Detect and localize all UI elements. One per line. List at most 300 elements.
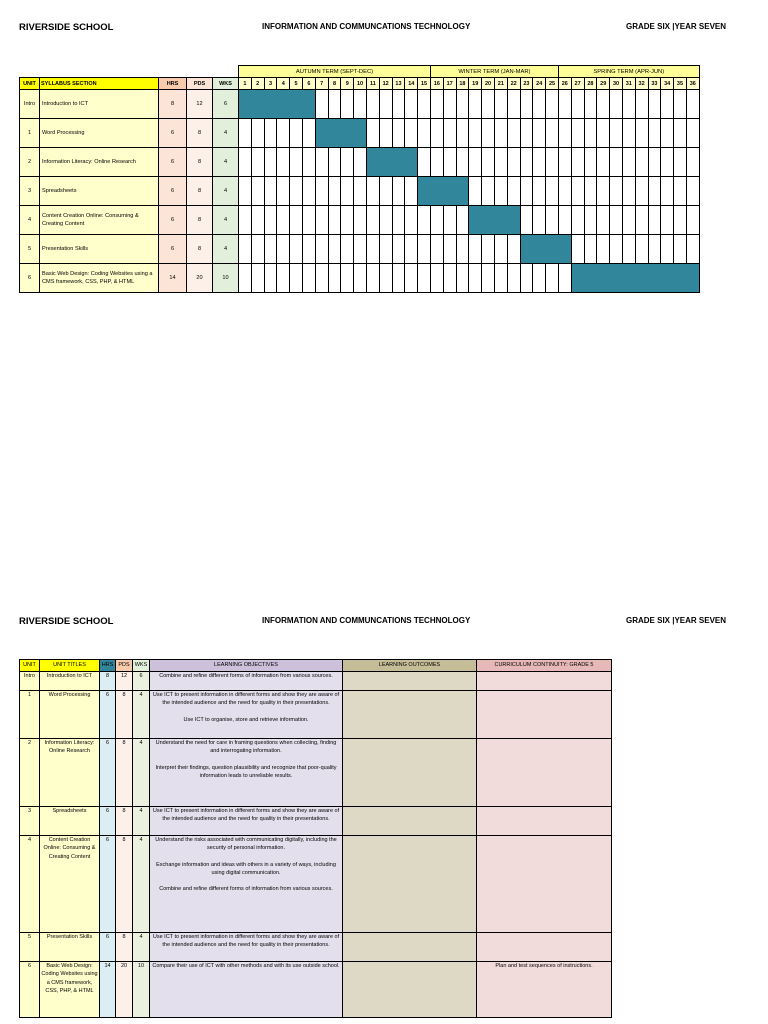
week-cell: [558, 119, 571, 148]
week-cell: [584, 177, 597, 206]
week-number: 8: [328, 78, 341, 90]
week-cell: [418, 90, 431, 119]
week-cell: [494, 119, 507, 148]
learning-objective: Use ICT to present information in different forms and show they are aware of the intended audience and the need for quality in their presentations.: [152, 692, 340, 707]
unit-cell: 6: [20, 962, 40, 1018]
week-number: 24: [533, 78, 546, 90]
week-cell: [482, 264, 495, 293]
pds-cell: 8: [116, 807, 133, 836]
week-cell: [674, 90, 687, 119]
week-cell: [392, 119, 405, 148]
learning-objectives-cell: [150, 807, 343, 836]
week-cell: [674, 119, 687, 148]
week-cell: [341, 264, 354, 293]
week-cell: [251, 264, 264, 293]
week-cell: [520, 177, 533, 206]
week-cell: [251, 177, 264, 206]
week-number: 5: [290, 78, 303, 90]
week-number: 2: [251, 78, 264, 90]
week-cell: [366, 264, 379, 293]
learning-outcomes-cell: [343, 739, 477, 807]
wks-cell: 4: [213, 177, 239, 206]
section-cell: Introduction to ICT: [40, 90, 159, 119]
col-pds: PDS: [116, 660, 133, 672]
week-number: 28: [584, 78, 597, 90]
unit-title-cell: Introduction to ICT: [40, 672, 100, 691]
week-cell: [648, 148, 661, 177]
week-cell: [546, 148, 559, 177]
hrs-cell: 14: [159, 264, 187, 293]
week-cell: [571, 177, 584, 206]
week-cell: [264, 264, 277, 293]
week-cell: [507, 177, 520, 206]
col-unit-titles: UNIT TITLES: [40, 660, 100, 672]
week-cell: [405, 119, 418, 148]
section-cell: Information Literacy: Online Research: [40, 148, 159, 177]
col-unit: UNIT: [20, 78, 40, 90]
week-cell: [610, 177, 623, 206]
wks-cell: 10: [133, 962, 150, 1018]
pds-cell: 8: [187, 119, 213, 148]
week-cell: [392, 177, 405, 206]
learning-objectives-cell: [150, 691, 343, 739]
week-cell: [430, 90, 443, 119]
week-cell: [674, 206, 687, 235]
objective-row: [20, 807, 612, 836]
objective-row: [20, 933, 612, 962]
unit-title-cell: Basic Web Design: Coding Websites using a CMS framework, CSS, PHP, & HTML: [40, 962, 100, 1018]
wks-cell: 4: [213, 235, 239, 264]
hrs-cell: 6: [159, 177, 187, 206]
week-cell: [302, 235, 315, 264]
learning-objective: Use ICT to present information in different forms and show they are aware of the intended audience and the need for quality in their presentations.: [152, 934, 340, 949]
week-number: 13: [392, 78, 405, 90]
week-cell: [507, 90, 520, 119]
col-hrs: HRS: [159, 78, 187, 90]
week-cell: [597, 206, 610, 235]
week-cell: [366, 90, 379, 119]
hrs-cell: 8: [100, 672, 116, 691]
week-cell: [494, 235, 507, 264]
objective-row: [20, 836, 612, 933]
week-cell: [661, 90, 674, 119]
week-cell: [635, 148, 648, 177]
week-cell: [494, 90, 507, 119]
learning-outcomes-cell: [343, 807, 477, 836]
week-cell: [405, 264, 418, 293]
week-cell: [328, 206, 341, 235]
week-cell: [546, 119, 559, 148]
unit-cell: 4: [20, 206, 40, 235]
unit-cell: 2: [20, 148, 40, 177]
week-number: 34: [661, 78, 674, 90]
week-cell: [661, 206, 674, 235]
week-cell: [418, 264, 431, 293]
pds-cell: 12: [187, 90, 213, 119]
week-cell: [686, 90, 699, 119]
week-cell: [277, 264, 290, 293]
curriculum-continuity-cell: [477, 672, 612, 691]
week-cell: [239, 206, 252, 235]
grade-label-page2: GRADE SIX |YEAR SEVEN: [626, 616, 727, 625]
week-cell: [661, 119, 674, 148]
week-cell: [686, 119, 699, 148]
week-cell: [302, 119, 315, 148]
unit-title-cell: Information Literacy: Online Research: [40, 739, 100, 807]
pds-cell: 8: [116, 836, 133, 933]
gantt-row: [20, 206, 700, 235]
week-cell: [264, 235, 277, 264]
week-cell: [469, 177, 482, 206]
week-cell: [597, 119, 610, 148]
week-cell: [520, 148, 533, 177]
week-number: 16: [430, 78, 443, 90]
week-cell: [571, 206, 584, 235]
week-cell: [277, 119, 290, 148]
week-cell: [494, 148, 507, 177]
learning-objectives-cell: [150, 739, 343, 807]
week-cell: [315, 264, 328, 293]
learning-objective: Use ICT to organise, store and retrieve information.: [183, 716, 309, 723]
gantt-bar: [239, 90, 316, 119]
week-cell: [379, 119, 392, 148]
week-cell: [635, 235, 648, 264]
week-cell: [648, 177, 661, 206]
week-cell: [290, 177, 303, 206]
term-header: SPRING TERM (APR-JUN): [558, 66, 699, 78]
week-cell: [392, 235, 405, 264]
week-cell: [354, 148, 367, 177]
learning-objective: Use ICT to present information in different forms and show they are aware of the intended audience and the need for quality in their presentations.: [152, 808, 340, 823]
week-cell: [264, 177, 277, 206]
week-cell: [443, 206, 456, 235]
wks-cell: 4: [213, 148, 239, 177]
week-cell: [558, 90, 571, 119]
learning-objective: Combine and refine different forms of information from various sources.: [159, 886, 333, 893]
col-wks: WKS: [213, 78, 239, 90]
hrs-cell: 6: [159, 148, 187, 177]
week-cell: [584, 119, 597, 148]
week-cell: [418, 235, 431, 264]
school-name: RIVERSIDE SCHOOL: [19, 22, 114, 33]
learning-objectives-cell: [150, 933, 343, 962]
week-cell: [648, 206, 661, 235]
week-cell: [264, 148, 277, 177]
unit-cell: 2: [20, 739, 40, 807]
week-cell: [456, 90, 469, 119]
hrs-cell: 6: [100, 807, 116, 836]
week-cell: [648, 90, 661, 119]
pds-cell: 8: [116, 739, 133, 807]
week-cell: [354, 264, 367, 293]
week-number: 17: [443, 78, 456, 90]
wks-cell: 4: [133, 691, 150, 739]
week-cell: [648, 119, 661, 148]
week-cell: [277, 235, 290, 264]
week-number: 32: [635, 78, 648, 90]
pds-cell: 20: [187, 264, 213, 293]
week-cell: [482, 148, 495, 177]
unit-cell: 3: [20, 177, 40, 206]
hrs-cell: 6: [159, 206, 187, 235]
learning-outcomes-cell: [343, 836, 477, 933]
week-number: 4: [277, 78, 290, 90]
week-number: 9: [341, 78, 354, 90]
week-cell: [597, 235, 610, 264]
curriculum-continuity-cell: [477, 836, 612, 933]
week-number: 25: [546, 78, 559, 90]
week-cell: [456, 148, 469, 177]
week-number: 27: [571, 78, 584, 90]
learning-objective: Understand the need for care in framing questions when collecting, finding and interrogating information.: [155, 740, 337, 755]
week-cell: [443, 90, 456, 119]
week-cell: [430, 235, 443, 264]
wks-cell: 4: [133, 807, 150, 836]
learning-objective: Compare their use of ICT with other methods and with its use outside school.: [152, 963, 340, 969]
week-cell: [341, 148, 354, 177]
week-cell: [610, 119, 623, 148]
week-cell: [341, 206, 354, 235]
unit-cell: 4: [20, 836, 40, 933]
week-cell: [239, 119, 252, 148]
week-cell: [328, 90, 341, 119]
week-cell: [686, 148, 699, 177]
week-cell: [533, 119, 546, 148]
wks-cell: 6: [133, 672, 150, 691]
hrs-cell: 6: [159, 119, 187, 148]
week-number: 18: [456, 78, 469, 90]
week-cell: [520, 264, 533, 293]
week-cell: [494, 264, 507, 293]
week-cell: [622, 148, 635, 177]
gantt-row: [20, 235, 700, 264]
week-number: 23: [520, 78, 533, 90]
week-cell: [315, 177, 328, 206]
week-cell: [239, 177, 252, 206]
week-cell: [494, 177, 507, 206]
unit-title-cell: Word Processing: [40, 691, 100, 739]
section-cell: Content Creation Online: Consuming & Creating Content: [40, 206, 159, 235]
week-cell: [341, 177, 354, 206]
week-cell: [520, 119, 533, 148]
week-cell: [302, 206, 315, 235]
hrs-cell: 6: [100, 933, 116, 962]
week-cell: [546, 90, 559, 119]
unit-cell: Intro: [20, 672, 40, 691]
learning-objectives-cell: [150, 836, 343, 933]
week-cell: [443, 148, 456, 177]
week-cell: [584, 235, 597, 264]
term-header: WINTER TERM (JAN-MAR): [430, 66, 558, 78]
week-cell: [507, 264, 520, 293]
week-cell: [430, 148, 443, 177]
week-cell: [610, 206, 623, 235]
week-cell: [571, 148, 584, 177]
week-cell: [469, 90, 482, 119]
wks-cell: 6: [213, 90, 239, 119]
col-syllabus-section: SYLLABUS SECTION: [40, 78, 159, 90]
learning-outcomes-cell: [343, 933, 477, 962]
hrs-cell: 6: [159, 235, 187, 264]
week-cell: [379, 177, 392, 206]
learning-objective: Exchange information and ideas with others in a variety of ways, including using digital communication.: [156, 861, 336, 876]
week-cell: [507, 148, 520, 177]
hrs-cell: 8: [159, 90, 187, 119]
hrs-cell: 6: [100, 691, 116, 739]
week-cell: [277, 148, 290, 177]
week-cell: [418, 206, 431, 235]
gantt-row: [20, 90, 700, 119]
week-cell: [302, 177, 315, 206]
week-cell: [405, 206, 418, 235]
week-cell: [290, 119, 303, 148]
week-cell: [379, 264, 392, 293]
unit-cell: 3: [20, 807, 40, 836]
week-number: 21: [494, 78, 507, 90]
week-cell: [571, 119, 584, 148]
week-cell: [328, 177, 341, 206]
week-cell: [290, 206, 303, 235]
week-cell: [251, 148, 264, 177]
unit-cell: 6: [20, 264, 40, 293]
week-cell: [302, 264, 315, 293]
week-cell: [507, 235, 520, 264]
week-cell: [251, 206, 264, 235]
week-cell: [610, 148, 623, 177]
subject-title-page2: INFORMATION AND COMMUNCATIONS TECHNOLOGY: [262, 616, 471, 625]
col-unit: UNIT: [20, 660, 40, 672]
week-number: 29: [597, 78, 610, 90]
week-cell: [354, 235, 367, 264]
week-number: 33: [648, 78, 661, 90]
learning-outcomes-cell: [343, 962, 477, 1018]
col-learning-objectives: LEARNING OBJECTIVES: [150, 660, 343, 672]
week-number: 19: [469, 78, 482, 90]
week-cell: [430, 119, 443, 148]
week-cell: [482, 90, 495, 119]
week-number: 30: [610, 78, 623, 90]
hrs-cell: 6: [100, 836, 116, 933]
learning-outcomes-cell: [343, 691, 477, 739]
week-cell: [686, 206, 699, 235]
week-cell: [661, 177, 674, 206]
objective-row: [20, 962, 612, 1018]
week-cell: [686, 235, 699, 264]
week-cell: [674, 148, 687, 177]
learning-objective: Understand the risks associated with communicating digitally, including the security of personal information.: [155, 837, 337, 852]
week-cell: [469, 264, 482, 293]
week-cell: [443, 264, 456, 293]
learning-objective: Interpret their findings, question plausibility and recognize that poor-quality information leads to unreliable results.: [155, 764, 337, 779]
week-cell: [648, 235, 661, 264]
wks-cell: 4: [133, 739, 150, 807]
learning-objectives-table: [19, 659, 612, 1018]
gantt-row: [20, 148, 700, 177]
curriculum-continuity-cell: [477, 691, 612, 739]
week-number: 6: [302, 78, 315, 90]
gantt-bar: [315, 119, 366, 148]
section-cell: Presentation Skills: [40, 235, 159, 264]
week-cell: [239, 235, 252, 264]
week-cell: [469, 235, 482, 264]
week-cell: [635, 177, 648, 206]
week-cell: [302, 148, 315, 177]
week-cell: [533, 264, 546, 293]
week-cell: [264, 206, 277, 235]
pds-cell: 8: [187, 148, 213, 177]
week-cell: [686, 177, 699, 206]
week-cell: [379, 206, 392, 235]
subject-title: INFORMATION AND COMMUNCATIONS TECHNOLOGY: [262, 22, 471, 31]
week-cell: [315, 235, 328, 264]
week-cell: [366, 177, 379, 206]
week-cell: [341, 235, 354, 264]
week-cell: [290, 235, 303, 264]
week-cell: [635, 206, 648, 235]
week-cell: [251, 235, 264, 264]
week-cell: [507, 119, 520, 148]
hrs-cell: 14: [100, 962, 116, 1018]
week-cell: [622, 206, 635, 235]
objective-row: [20, 672, 612, 691]
section-cell: Spreadsheets: [40, 177, 159, 206]
week-cell: [558, 206, 571, 235]
week-cell: [610, 235, 623, 264]
learning-outcomes-cell: [343, 672, 477, 691]
week-cell: [379, 90, 392, 119]
week-number: 36: [686, 78, 699, 90]
week-cell: [354, 177, 367, 206]
week-cell: [584, 148, 597, 177]
week-cell: [456, 206, 469, 235]
week-cell: [443, 235, 456, 264]
week-cell: [558, 264, 571, 293]
hrs-cell: 6: [100, 739, 116, 807]
week-cell: [558, 177, 571, 206]
week-number: 1: [239, 78, 252, 90]
week-cell: [597, 177, 610, 206]
week-cell: [456, 235, 469, 264]
curriculum-continuity-cell: [477, 933, 612, 962]
scheme-of-work-gantt: [19, 65, 700, 293]
week-cell: [546, 206, 559, 235]
gantt-row: [20, 264, 700, 293]
week-cell: [405, 235, 418, 264]
week-number: 12: [379, 78, 392, 90]
week-cell: [392, 90, 405, 119]
week-cell: [405, 90, 418, 119]
week-cell: [482, 177, 495, 206]
wks-cell: 4: [133, 933, 150, 962]
unit-cell: Intro: [20, 90, 40, 119]
objective-row: [20, 691, 612, 739]
week-cell: [456, 119, 469, 148]
week-cell: [635, 90, 648, 119]
unit-cell: 5: [20, 235, 40, 264]
week-cell: [315, 206, 328, 235]
week-cell: [392, 264, 405, 293]
week-cell: [546, 177, 559, 206]
week-cell: [674, 177, 687, 206]
week-number: 3: [264, 78, 277, 90]
learning-objective: Combine and refine different forms of information from various sources.: [159, 673, 333, 679]
term-header: AUTUMN TERM (SEPT-DEC): [239, 66, 431, 78]
week-number: 26: [558, 78, 571, 90]
week-cell: [674, 235, 687, 264]
unit-cell: 5: [20, 933, 40, 962]
week-cell: [430, 206, 443, 235]
term-spacer: [20, 66, 239, 78]
